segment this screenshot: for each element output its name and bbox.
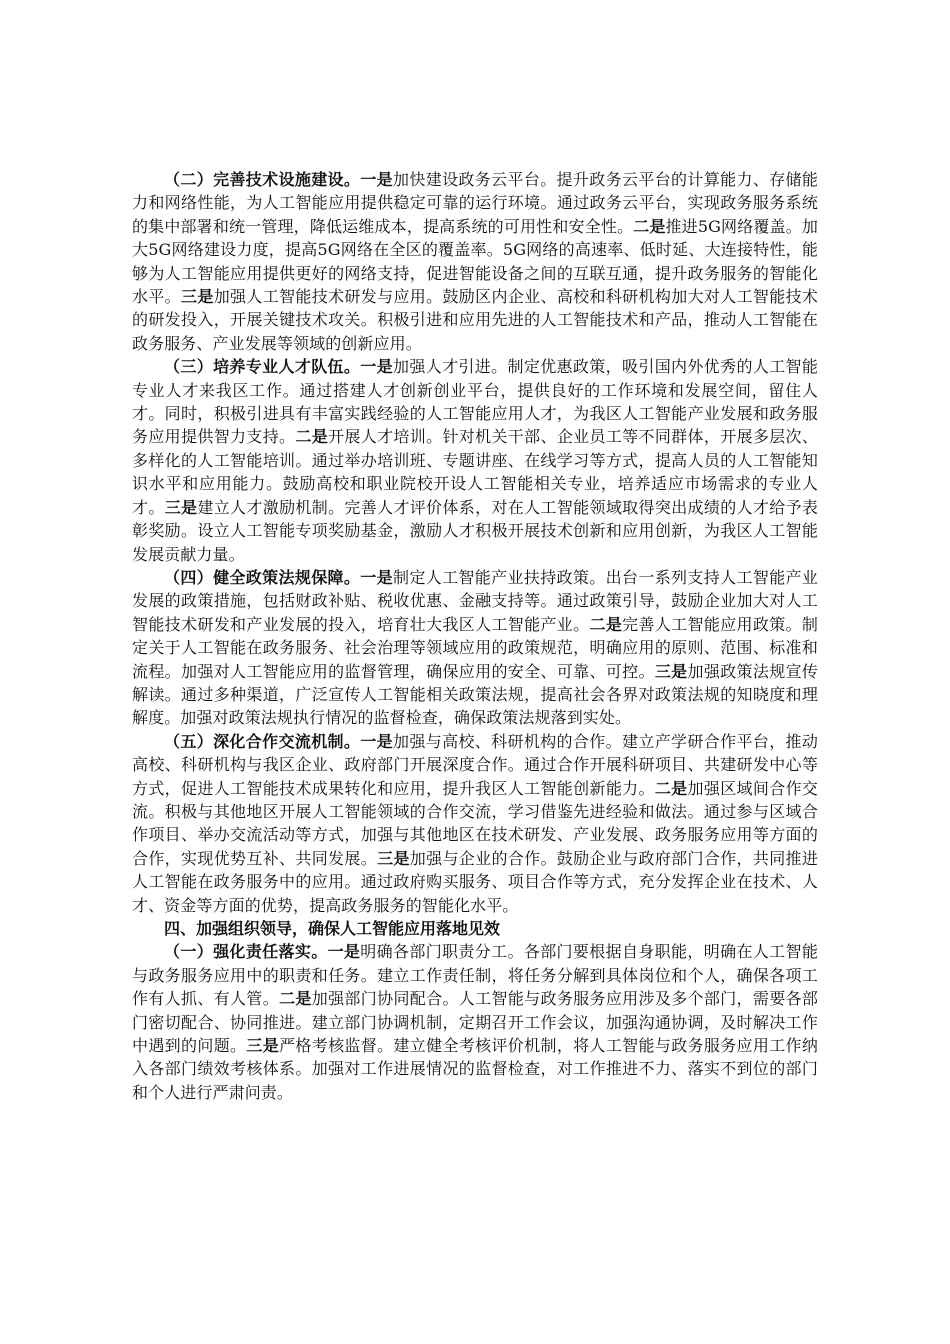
- point-label: 二是: [279, 989, 312, 1009]
- section-title: （二）完善技术设施建设。: [164, 170, 361, 189]
- point-text: 明确各部门职责分工。各部门要根据自身职能，明确在人工智能与政务服务应用中的职责和任务。建立工作责任制，将任务分解到具体岗位和个人，确保各项工作有人抓、有人管。: [132, 942, 818, 1009]
- point-label: 三是: [377, 848, 410, 868]
- point-label: 一是: [327, 942, 361, 962]
- point-text: 加强与企业的合作。鼓励企业与政府部门合作，共同推进人工智能在政务服务中的应用。通过政府购买服务、项目合作等方式，充分发挥企业在技术、人才、资金等方面的优势，提高政务服务的智能化水平。: [132, 848, 818, 915]
- paragraph-cooperation: [132, 730, 818, 917]
- point-label: 二是: [295, 427, 329, 447]
- section-title: （一）强化责任落实。: [164, 942, 328, 962]
- point-text: 加强政策法规宣传解读。通过多种渠道，广泛宣传人工智能相关政策法规，提高社会各界对政策法规的知晓度和理解度。加强对政策法规执行情况的监督检查，确保政策法规落到实处。: [132, 661, 819, 728]
- point-label: 三是: [181, 287, 214, 307]
- point-text: 加强部门协同配合。人工智能与政务服务应用涉及多个部门，需要各部门密切配合、协同推进。建立部门协调机制，定期召开工作会议，加强沟通协调，及时解决工作中遇到的问题。: [132, 989, 819, 1056]
- point-text: 完善人工智能应用政策。制定关于人工智能在政务服务、社会治理等领域应用的政策规范，明确应用的原则、范围、标准和流程。加强对人工智能应用的监督管理，确保应用的安全、可靠、可控。: [132, 614, 818, 681]
- point-label: 一是: [360, 731, 393, 751]
- paragraph-infrastructure: [132, 168, 818, 355]
- point-label: 二是: [633, 216, 666, 236]
- document-body: [132, 168, 818, 1104]
- point-text: 严格考核监督。建立健全考核评价机制，将人工智能与政务服务应用工作纳入各部门绩效考核体系。加强对工作进展情况的监督检查，对工作推进不力、落实不到位的部门和个人进行严肃问责。: [132, 1036, 818, 1102]
- section-title: （五）深化合作交流机制。: [164, 731, 361, 751]
- point-text: 加强与高校、科研机构的合作。建立产学研合作平台，推动高校、科研机构与我区企业、政府部门开展深度合作。通过合作开展科研项目、共建研发中心等方式，促进人工智能技术成果转化和应用，提升我区人工智能创新能力。: [132, 731, 819, 798]
- paragraph-talent: [132, 355, 818, 566]
- point-label: 一是: [360, 567, 393, 587]
- section-title: （四）健全政策法规保障。: [164, 567, 361, 587]
- chapter-heading: [132, 917, 818, 940]
- point-label: 二是: [654, 778, 688, 798]
- point-label: 三是: [654, 661, 688, 681]
- point-text: 加强人才引进。制定优惠政策，吸引国内外优秀的人工智能专业人才来我区工作。通过搭建人才创新创业平台，提供良好的工作环境和发展空间，留住人才。同时，积极引进具有丰富实践经验的人工智能应用人才，为我区人工智能产业发展和政务服务应用提供智力支持。: [132, 357, 819, 447]
- point-text: 建立人才激励机制。完善人才评价体系，对在人工智能领域取得突出成绩的人才给予表彰奖励。设立人工智能专项奖励基金，激励人才积极开展技术创新和应用创新，为我区人工智能发展贡献力量。: [132, 497, 819, 564]
- point-text: 推进5G网络覆盖。加大5G网络建设力度，提高5G网络在全区的覆盖率。5G网络的高速率、低时延、大连接特性，能够为人工智能应用提供更好的网络支持，促进智能设备之间的互联互通，提升政务服务的智能化水平。: [132, 216, 818, 307]
- point-text: 开展人才培训。针对机关干部、企业员工等不同群体，开展多层次、多样化的人工智能培训。通过举办培训班、专题讲座、在线学习等方式，提高人员的人工智能知识水平和应用能力。鼓励高校和职业院校开设人工智能相关专业，培养适应市场需求的专业人才。: [132, 427, 818, 517]
- point-label: 二是: [589, 614, 623, 634]
- point-label: 三是: [164, 497, 198, 517]
- section-title: （三）培养专业人才队伍。: [164, 357, 361, 377]
- point-label: 三是: [246, 1036, 280, 1056]
- paragraph-responsibility: [132, 940, 818, 1104]
- point-label: 一是: [360, 170, 393, 189]
- point-text: 加强人工智能技术研发与应用。鼓励区内企业、高校和科研机构加大对人工智能技术的研发投入，开展关键技术攻关。积极引进和应用先进的人工智能技术和产品，推动人工智能在政务服务、产业发展等领域的创新应用。: [132, 287, 819, 353]
- point-text: 加快建设政务云平台。提升政务云平台的计算能力、存储能力和网络性能，为人工智能应用提供稳定可靠的运行环境。通过政务云平台，实现政务服务系统的集中部署和统一管理，降低运维成本，提高系统的可用性和安全性。: [132, 170, 819, 236]
- point-label: 一是: [360, 357, 393, 377]
- chapter-heading-text: 四、加强组织领导，确保人工智能应用落地见效: [164, 919, 501, 938]
- paragraph-policy: [132, 566, 818, 730]
- point-text: 加强区域间合作交流。积极与其他地区开展人工智能领域的合作交流，学习借鉴先进经验和做法。通过参与区域合作项目、举办交流活动等方式，加强与其他地区在技术研发、产业发展、政务服务应用等方面的合作，实现优势互补、共同发展。: [132, 778, 819, 868]
- point-text: 制定人工智能产业扶持政策。出台一系列支持人工智能产业发展的政策措施，包括财政补贴、税收优惠、金融支持等。通过政策引导，鼓励企业加大对人工智能技术研发和产业发展的投入，培育壮大我区人工智能产业。: [132, 567, 819, 634]
